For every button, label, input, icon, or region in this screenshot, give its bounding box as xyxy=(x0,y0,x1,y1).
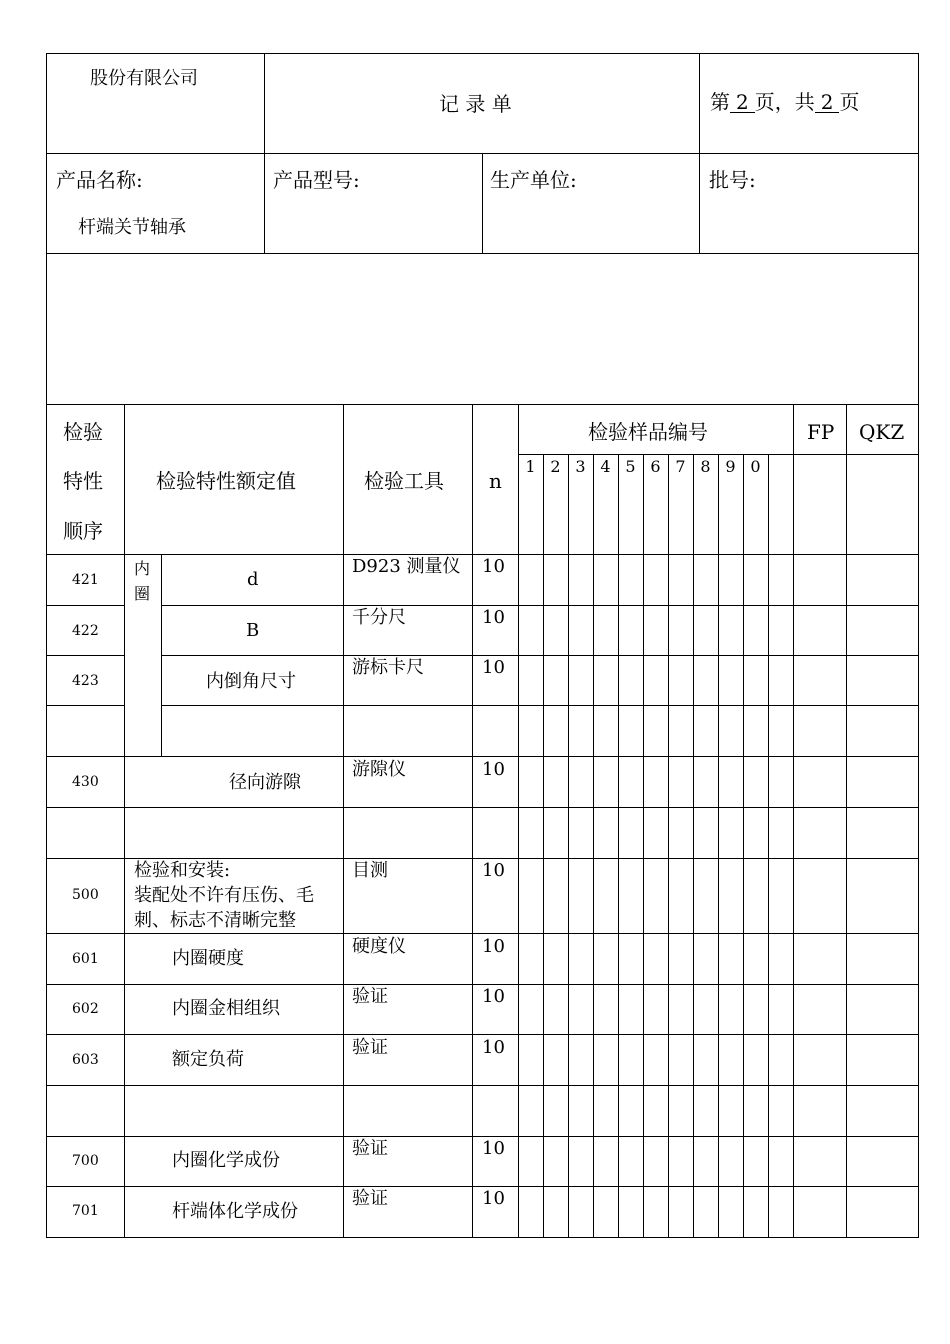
tool-cell: 游隙仪 xyxy=(352,759,406,780)
grid-line xyxy=(743,454,744,1238)
grid-line xyxy=(46,756,919,757)
seq-cell: 430 xyxy=(72,774,99,790)
grid-line xyxy=(46,1237,919,1238)
seq-cell: 500 xyxy=(72,887,99,903)
seq-header-line3: 顺序 xyxy=(63,519,103,543)
grid-line xyxy=(518,404,519,1238)
company-name: 股份有限公司 xyxy=(90,68,198,89)
grid-line xyxy=(568,454,569,1238)
tool-cell: 验证 xyxy=(352,1138,388,1159)
seq-cell: 701 xyxy=(72,1203,99,1219)
rated-value-cell: 杆端体化学成份 xyxy=(172,1201,298,1222)
grid-line xyxy=(46,554,919,555)
sample-number-2: 2 xyxy=(550,457,561,476)
grid-line xyxy=(46,1085,919,1086)
n-cell: 10 xyxy=(482,759,505,780)
sample-number-7: 7 xyxy=(675,457,686,476)
grid-line xyxy=(718,454,719,1238)
seq-cell: 601 xyxy=(72,951,99,967)
grid-line xyxy=(46,807,919,808)
batch-number-label: 批号: xyxy=(709,168,756,192)
grid-line xyxy=(264,53,265,254)
sample-number-0: 0 xyxy=(750,457,761,476)
tool-cell: 验证 xyxy=(352,986,388,1007)
production-unit-label: 生产单位: xyxy=(490,168,577,192)
rated-value-line2: 装配处不许有压伤、毛 xyxy=(134,885,314,906)
rated-value-cell: B xyxy=(246,620,260,641)
document-title: 记 录 单 xyxy=(439,92,512,116)
n-cell: 10 xyxy=(482,657,505,678)
grid-line xyxy=(46,933,919,934)
n-cell: 10 xyxy=(482,1037,505,1058)
inner-ring-label-line1: 内 xyxy=(134,559,151,578)
tool-header: 检验工具 xyxy=(364,469,444,493)
grid-line xyxy=(46,1136,919,1137)
rated-value-cell: 内圈硬度 xyxy=(172,948,244,969)
rated-value-cell: 内圈金相组织 xyxy=(172,998,280,1019)
tool-cell: 验证 xyxy=(352,1188,388,1209)
grid-line xyxy=(846,404,847,1238)
seq-cell: 422 xyxy=(72,623,99,639)
sample-number-6: 6 xyxy=(650,457,661,476)
grid-line xyxy=(46,1186,919,1187)
merge-mask xyxy=(125,655,161,656)
grid-line xyxy=(46,705,919,706)
seq-cell: 423 xyxy=(72,673,99,689)
rated-value-line1: 检验和安装: xyxy=(134,860,231,881)
grid-line xyxy=(918,53,919,1238)
sample-number-4: 4 xyxy=(600,457,611,476)
tool-cell: 千分尺 xyxy=(352,607,406,628)
grid-line xyxy=(668,454,669,1238)
grid-line xyxy=(46,53,919,54)
grid-line xyxy=(46,1034,919,1035)
seq-cell: 603 xyxy=(72,1052,99,1068)
grid-line xyxy=(46,605,919,606)
grid-line xyxy=(46,858,919,859)
grid-line xyxy=(46,53,47,1238)
page-indicator: 第 2 页，共 2 页 xyxy=(710,90,860,114)
grid-line xyxy=(793,404,794,1238)
seq-cell: 700 xyxy=(72,1153,99,1169)
tool-cell: 硬度仪 xyxy=(352,936,406,957)
sample-number-header: 检验样品编号 xyxy=(588,420,708,444)
grid-line xyxy=(699,53,700,254)
grid-line xyxy=(124,404,125,1238)
sample-number-8: 8 xyxy=(700,457,711,476)
rated-value-header: 检验特性额定值 xyxy=(156,469,296,493)
n-cell: 10 xyxy=(482,556,505,577)
grid-line xyxy=(472,404,473,1238)
rated-value-line3: 刺、标志不清晰完整 xyxy=(134,910,296,931)
seq-header-line1: 检验 xyxy=(63,420,103,444)
sample-number-1: 1 xyxy=(525,457,536,476)
grid-line xyxy=(543,454,544,1238)
product-name-label: 产品名称: xyxy=(56,168,143,192)
grid-line xyxy=(46,984,919,985)
sample-number-9: 9 xyxy=(725,457,736,476)
product-name-value: 杆端关节轴承 xyxy=(78,217,186,238)
rated-value-cell: d xyxy=(247,569,259,590)
grid-line xyxy=(46,404,919,405)
rated-value-cell: 额定负荷 xyxy=(172,1049,244,1070)
seq-header-line2: 特性 xyxy=(63,469,103,493)
seq-cell: 421 xyxy=(72,572,99,588)
n-cell: 10 xyxy=(482,986,505,1007)
n-cell: 10 xyxy=(482,936,505,957)
qkz-header: QKZ xyxy=(859,420,905,444)
product-model-label: 产品型号: xyxy=(273,168,360,192)
grid-line xyxy=(693,454,694,1238)
tool-cell: 游标卡尺 xyxy=(352,657,424,678)
inner-ring-label-line2: 圈 xyxy=(134,584,151,603)
grid-line xyxy=(593,454,594,1238)
n-cell: 10 xyxy=(482,1138,505,1159)
grid-line xyxy=(161,554,162,757)
grid-line xyxy=(618,454,619,1238)
n-cell: 10 xyxy=(482,1188,505,1209)
sample-number-5: 5 xyxy=(625,457,636,476)
rated-value-cell: 内圈化学成份 xyxy=(172,1150,280,1171)
tool-cell: D923 测量仪 xyxy=(352,556,461,577)
rated-value-cell: 径向游隙 xyxy=(229,772,301,793)
grid-line xyxy=(46,655,919,656)
grid-line xyxy=(343,404,344,1238)
merge-mask xyxy=(125,705,161,706)
grid-line xyxy=(643,454,644,1238)
tool-cell: 验证 xyxy=(352,1037,388,1058)
n-cell: 10 xyxy=(482,860,505,881)
fp-header: FP xyxy=(807,420,835,444)
n-header: n xyxy=(489,469,502,493)
sample-number-3: 3 xyxy=(575,457,586,476)
n-cell: 10 xyxy=(482,607,505,628)
merge-mask xyxy=(125,605,161,606)
grid-line xyxy=(768,454,769,1238)
rated-value-cell: 内倒角尺寸 xyxy=(206,671,296,692)
grid-line xyxy=(482,153,483,254)
seq-cell: 602 xyxy=(72,1001,99,1017)
record-sheet xyxy=(46,53,918,1237)
tool-cell: 目测 xyxy=(352,860,388,881)
